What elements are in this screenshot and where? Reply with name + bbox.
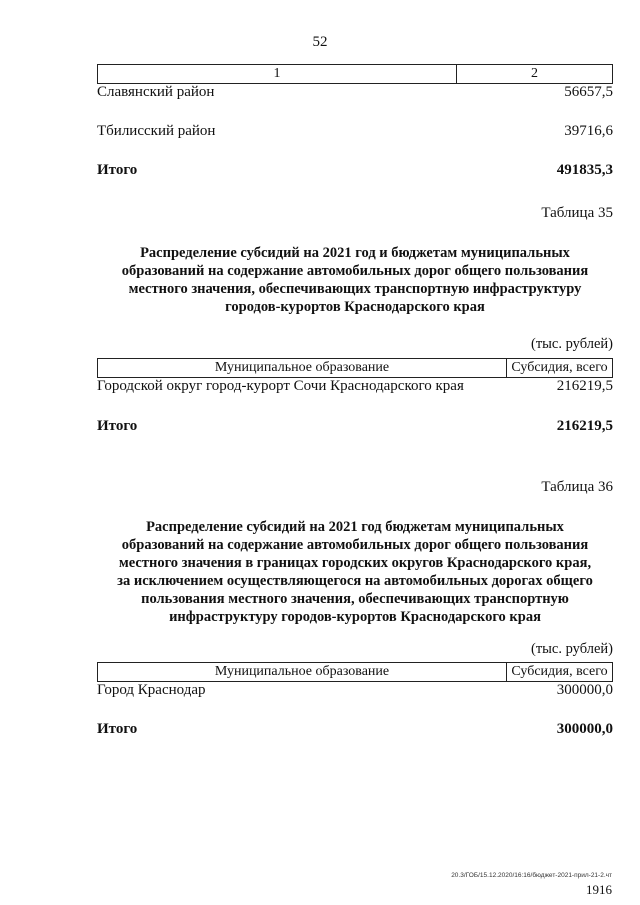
total-row: [97, 418, 613, 435]
heading-line: местного значения, обеспечивающих транспортную инфраструктуру: [128, 281, 582, 297]
row-value: 300000,0: [556, 682, 613, 698]
table-label: Таблица 36: [541, 479, 613, 495]
row-value: 56657,5: [564, 84, 613, 100]
column-header: 2: [531, 66, 538, 81]
row-name: Славянский район: [97, 84, 215, 100]
row-value: 216219,5: [556, 378, 613, 394]
sheet-number: 1916: [586, 882, 612, 897]
column-header: 1: [98, 65, 457, 83]
table-heading: [80, 518, 630, 626]
heading-line: городов-курортов Краснодарского края: [225, 299, 485, 315]
row-name: Городской округ город-курорт Сочи Краснодарского края: [97, 378, 464, 394]
heading-line: Распределение субсидий на 2021 год и бюджетам муниципальных: [140, 245, 570, 261]
table-label: Таблица 35: [541, 205, 613, 221]
heading-line: Распределение субсидий на 2021 год бюджетам муниципальных: [146, 519, 564, 535]
total-label: Итого: [97, 721, 138, 737]
total-row: [97, 162, 613, 179]
total-value: 300000,0: [556, 721, 613, 737]
table-row: [97, 378, 613, 395]
total-value: 491835,3: [556, 162, 613, 178]
column-header: Субсидия, всего: [511, 360, 608, 375]
total-value: 216219,5: [556, 418, 613, 434]
heading-line: за исключением осуществляющегося на автомобильных дорогах общего: [117, 573, 593, 589]
table-header-row: [97, 662, 613, 682]
total-row: [97, 721, 613, 738]
row-value: 39716,6: [564, 123, 613, 139]
heading-line: местного значения в границах городских округов Краснодарского края,: [118, 555, 592, 571]
row-name: Город Краснодар: [97, 682, 206, 698]
total-label: Итого: [97, 162, 138, 178]
page-number: 52: [312, 34, 328, 50]
units-label: (тыс. рублей): [531, 336, 613, 352]
column-header: Муниципальное образование: [98, 359, 507, 377]
column-header: Субсидия, всего: [511, 664, 608, 679]
table-header-row: [97, 358, 613, 378]
heading-line: образований на содержание автомобильных дорог общего пользования: [121, 263, 589, 279]
table-row: [97, 84, 613, 101]
total-label: Итого: [97, 418, 138, 434]
heading-line: образований на содержание автомобильных дорог общего пользования: [121, 537, 589, 553]
row-name: Тбилисский район: [97, 123, 216, 139]
column-header: Муниципальное образование: [98, 663, 507, 681]
table-row: [97, 123, 613, 140]
table-header-row: [97, 64, 613, 84]
table-heading: [80, 244, 630, 316]
units-label: (тыс. рублей): [531, 641, 613, 657]
heading-line: пользования местного значения, обеспечивающих транспортную: [141, 591, 569, 607]
table-row: [97, 682, 613, 699]
heading-line: инфраструктуру городов-курортов Краснодарского края: [169, 609, 541, 625]
document-code: 20.3/ГОБ/15.12.2020/16:16/бюджет-2021-прил-21-2.чт: [451, 872, 612, 879]
